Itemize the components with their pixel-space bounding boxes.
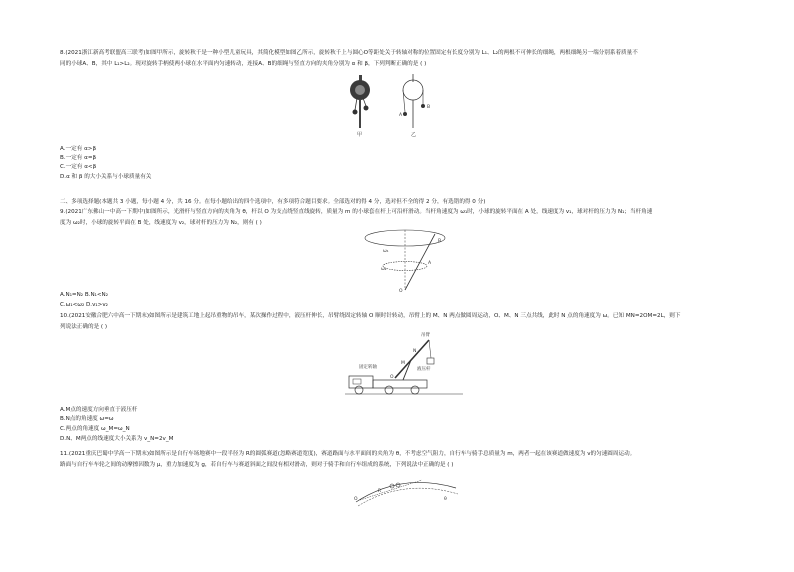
q8-option-a: A.一定有 α>β (60, 146, 97, 152)
q11-figure (352, 470, 462, 510)
q11-label-R: R (378, 489, 382, 494)
q11-line1: 11.(2021重庆巴蜀中学高一下期末)如图所示是自行车场地赛中一段半径为 R的圆弧赛道(忽略赛道宽度)，赛道路面与水平面间的夹角为 θ，不考虑空气阻力，自行车与骑手总质量为 m，两者一起在该赛道做速度为 v的匀速圆周运动。 (60, 451, 636, 457)
q10-label-axle: 固定转轴 (359, 365, 377, 370)
q10-figure (345, 330, 465, 400)
q10-option-d: D.N、M两点的线速度大小关系为 v_N=2v_M (60, 436, 174, 442)
q10-label-O: O (390, 375, 394, 380)
q10-label-M: M (401, 361, 405, 366)
q9-label-w1: ω₁ (383, 249, 389, 254)
q10-option-c: C.两点的角速度 ω_M=ω_N (60, 426, 130, 432)
q8-figure (345, 72, 455, 142)
q9-line1: 9.(2021广东佛山一中高一下期中)如图所示，光滑杆与竖直方向的夹角为 θ，杆以 O 为支点绕竖直线旋转，质量为 m 的小球套在杆上可沿杆滑动。当杆角速度为 ω₁时，小球的旋转平面在 A 处，线速度为 v₁，球对杆的压力为 N₁；当杆角速 (60, 209, 653, 215)
q8-label-yi: 乙 (411, 132, 417, 138)
q9-label-A: A (428, 261, 432, 266)
q10-option-a: A.M点的速度方向垂直于液压杆 (60, 407, 138, 413)
q10-label-N: N (413, 349, 417, 354)
q9-figure (355, 226, 455, 294)
q10-label-boom: 吊臂 (421, 333, 430, 338)
q8-option-c: C.一定有 α<β (60, 164, 97, 170)
q11-label-theta: θ (444, 497, 447, 502)
q8-label-B: B (427, 105, 431, 110)
q9-option-ab: A.N₁=N₂ B.N₁<N₂ (60, 292, 108, 298)
q9-label-w2: ω₂ (381, 267, 387, 272)
q8-option-d: D.α 和 β 的大小关系与小球质量有关 (60, 174, 152, 180)
q8-label-jia: 甲 (357, 132, 363, 138)
q8-option-b: B.一定有 α=β (60, 155, 97, 161)
q8-line2: 同的小球A、B，其中 L₁>L₂。现对旋转手柄使两小球在水平面内匀速转动，连接A、B的细绳与竖直方向的夹角分别为 α 和 β，下列判断正确的是 ( ) (60, 61, 427, 67)
q11-label-O: O (354, 497, 358, 502)
q9-option-cd: C.ω₁<ω₂ D.v₁>v₂ (60, 302, 108, 308)
q11-line2: 路面与自行车车轮之间的动摩擦因数为 μ，重力加速度为 g，若自行车与赛道斜面之间没有相对滑动，则对于骑手和自行车组成的系统，下列说法中正确的是 ( ) (60, 462, 454, 468)
q9-line2: 度为 ω₂时，小球的旋转平面在 B 处，线速度为 v₂，球对杆的压力为 N₂，则有 ( ) (60, 220, 262, 226)
q10-line1: 10.(2021安徽合肥六中高一下期末)如图所示是建筑工地上起吊重物的吊车，某次操作过程中，液压杆伸长，吊臂绕固定转轴 O 顺时针转动，吊臂上的 M、N 两点做圆周运动，O、M、N 三点共线，此时 N 点的角速度为 ω。已知 MN=2OM=2L，则下 (60, 313, 681, 319)
q8-label-A: A (399, 113, 403, 118)
q9-label-B: B (438, 239, 442, 244)
section2-header: 二、多项选择题(本题共 3 小题，每小题 4 分，共 16 分。在每小题给出的四个选项中，有多项符合题目要求。全部选对的得 4 分，选对但不全的得 2 分，有选错的得 0 分) (60, 199, 486, 205)
q9-label-O: O (399, 289, 403, 294)
q10-label-hydraulic: 液压杆 (417, 367, 431, 372)
q10-option-b: B.N点的角速度 ω=ω (60, 416, 114, 422)
q10-line2: 列说法正确的是 ( ) (60, 324, 108, 330)
q8-line1: 8.(2021浙江新高考联盟高三联考)如图甲所示，旋转秋千是一种小型儿童玩具，其简化模型如图乙所示，旋转秋千上与圆心O等距处关于转轴对称的位置固定有长度分别为 L₁、L₂的两根不可伸长的细绳，两根细绳另一端分别系着质量不 (60, 50, 638, 56)
